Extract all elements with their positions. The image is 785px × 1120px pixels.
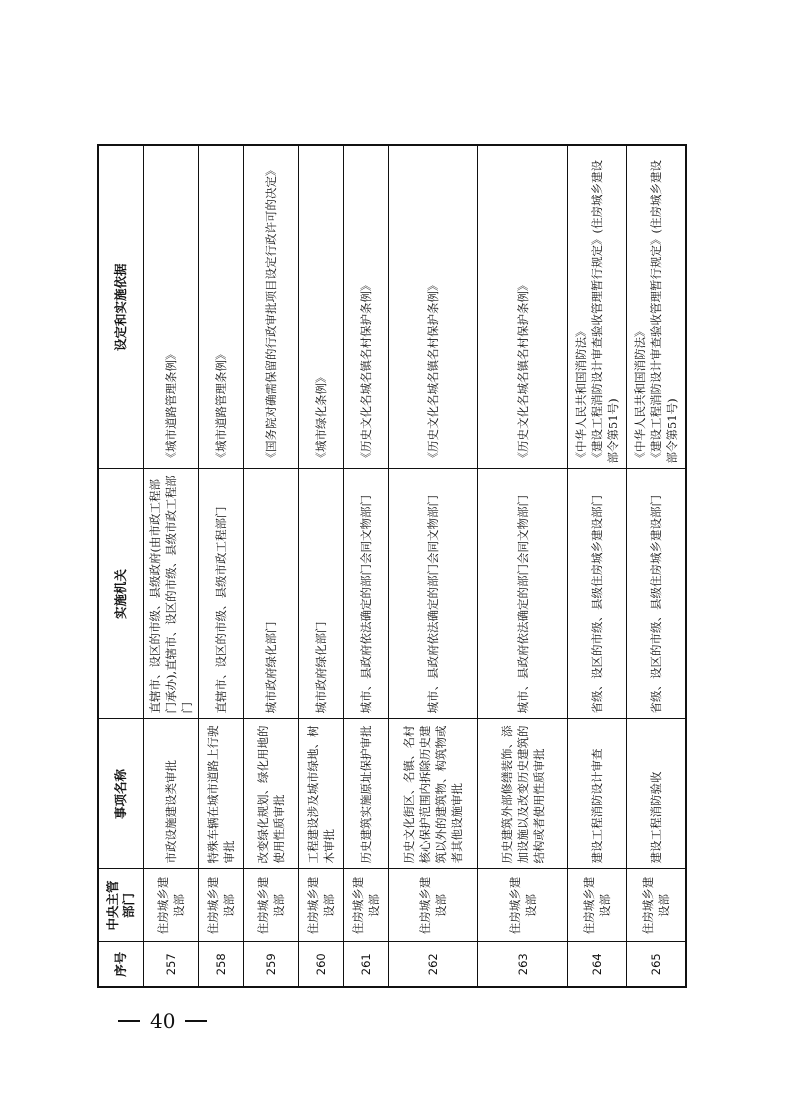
basis-line: 《城市道路管理条例》 <box>164 348 179 464</box>
row-agency: 省级、设区的市级、县级住房城乡建设部门 <box>627 469 686 719</box>
table-row <box>388 145 478 987</box>
table-header-row <box>98 145 144 987</box>
row-number: 263 <box>478 942 568 987</box>
row-number: 260 <box>298 942 343 987</box>
row-basis <box>298 145 343 469</box>
basis-line: 《中华人民共和国消防法》 <box>574 325 589 464</box>
basis-line: 《历史文化名城名镇名村保护条例》 <box>358 279 373 464</box>
rotated-table-inner <box>97 146 687 988</box>
row-item-name: 历史文化街区、名镇、名村核心保护范围内拆除历史建筑以外的建筑物、构筑物或者其他设施审批 <box>388 719 478 869</box>
row-department: 住房城乡建设部 <box>144 869 199 942</box>
row-basis <box>627 145 686 469</box>
row-basis <box>568 145 627 469</box>
approval-items-table <box>97 144 687 988</box>
row-basis <box>478 145 568 469</box>
table-row <box>144 145 199 987</box>
row-number: 261 <box>343 942 388 987</box>
row-item-name: 历史建筑实施原址保护审批 <box>343 719 388 869</box>
basis-line: 《建设工程消防设计审查验收管理暂行规定》(住房城乡建设部令第51号) <box>590 160 621 464</box>
row-item-name: 建设工程消防验收 <box>627 719 686 869</box>
row-agency: 直辖市、设区的市级、县级市政工程部门 <box>199 469 244 719</box>
basis-line: 《城市绿化条例》 <box>313 371 328 464</box>
row-number: 264 <box>568 942 627 987</box>
table-row <box>199 145 244 987</box>
row-agency: 城市政府绿化部门 <box>243 469 298 719</box>
row-item-name: 改变绿化规划、绿化用地的使用性质审批 <box>243 719 298 869</box>
row-department: 住房城乡建设部 <box>388 869 478 942</box>
table-row <box>627 145 686 987</box>
row-department: 住房城乡建设部 <box>199 869 244 942</box>
table-body <box>144 145 687 987</box>
row-number: 262 <box>388 942 478 987</box>
rotated-table-area <box>97 146 687 988</box>
table-row <box>243 145 298 987</box>
row-department: 住房城乡建设部 <box>478 869 568 942</box>
basis-line: 《中华人民共和国消防法》 <box>633 325 648 464</box>
row-basis <box>144 145 199 469</box>
table-row <box>568 145 627 987</box>
row-item-name: 特殊车辆在城市道路上行驶审批 <box>199 719 244 869</box>
row-number: 257 <box>144 942 199 987</box>
page-number-dash-left <box>118 1020 140 1022</box>
row-basis <box>243 145 298 469</box>
header-agency: 实施机关 <box>98 469 144 719</box>
row-basis <box>199 145 244 469</box>
row-item-name: 市政设施建设类审批 <box>144 719 199 869</box>
row-department: 住房城乡建设部 <box>243 869 298 942</box>
row-department: 住房城乡建设部 <box>627 869 686 942</box>
row-number: 259 <box>243 942 298 987</box>
basis-line: 《历史文化名城名镇名村保护条例》 <box>426 279 441 464</box>
table-row <box>478 145 568 987</box>
basis-line: 《城市道路管理条例》 <box>213 348 228 464</box>
row-agency: 城市政府绿化部门 <box>298 469 343 719</box>
row-department: 住房城乡建设部 <box>298 869 343 942</box>
header-dept: 中央主管部门 <box>98 869 144 942</box>
basis-line: 《历史文化名城名镇名村保护条例》 <box>515 279 530 464</box>
row-basis <box>388 145 478 469</box>
row-item-name: 历史建筑外部修缮装饰、添加设施以及改变历史建筑的结构或者使用性质审批 <box>478 719 568 869</box>
row-agency: 省级、设区的市级、县级住房城乡建设部门 <box>568 469 627 719</box>
header-item: 事项名称 <box>98 719 144 869</box>
header-basis: 设定和实施依据 <box>98 145 144 469</box>
table-row <box>298 145 343 987</box>
row-agency: 城市、县政府依法确定的部门会同文物部门 <box>478 469 568 719</box>
table-row <box>343 145 388 987</box>
basis-line: 《建设工程消防设计审查验收管理暂行规定》(住房城乡建设部令第51号) <box>649 160 680 464</box>
basis-line: 《国务院对确需保留的行政审批项目设定行政许可的决定》 <box>263 164 278 464</box>
header-no: 序号 <box>98 942 144 987</box>
page-number-text: 40 <box>150 1009 176 1033</box>
row-department: 住房城乡建设部 <box>343 869 388 942</box>
row-agency: 直辖市、设区的市级、县级政府(由市政工程部门承办),直辖市、设区的市级、县级市政工程部门 <box>144 469 199 719</box>
row-department: 住房城乡建设部 <box>568 869 627 942</box>
page-number-dash-right <box>185 1020 207 1022</box>
row-number: 258 <box>199 942 244 987</box>
row-item-name: 建设工程消防设计审查 <box>568 719 627 869</box>
row-number: 265 <box>627 942 686 987</box>
row-agency: 城市、县政府依法确定的部门会同文物部门 <box>343 469 388 719</box>
page-number <box>118 1007 228 1035</box>
row-agency: 城市、县政府依法确定的部门会同文物部门 <box>388 469 478 719</box>
row-basis <box>343 145 388 469</box>
row-item-name: 工程建设涉及城市绿地、树木审批 <box>298 719 343 869</box>
